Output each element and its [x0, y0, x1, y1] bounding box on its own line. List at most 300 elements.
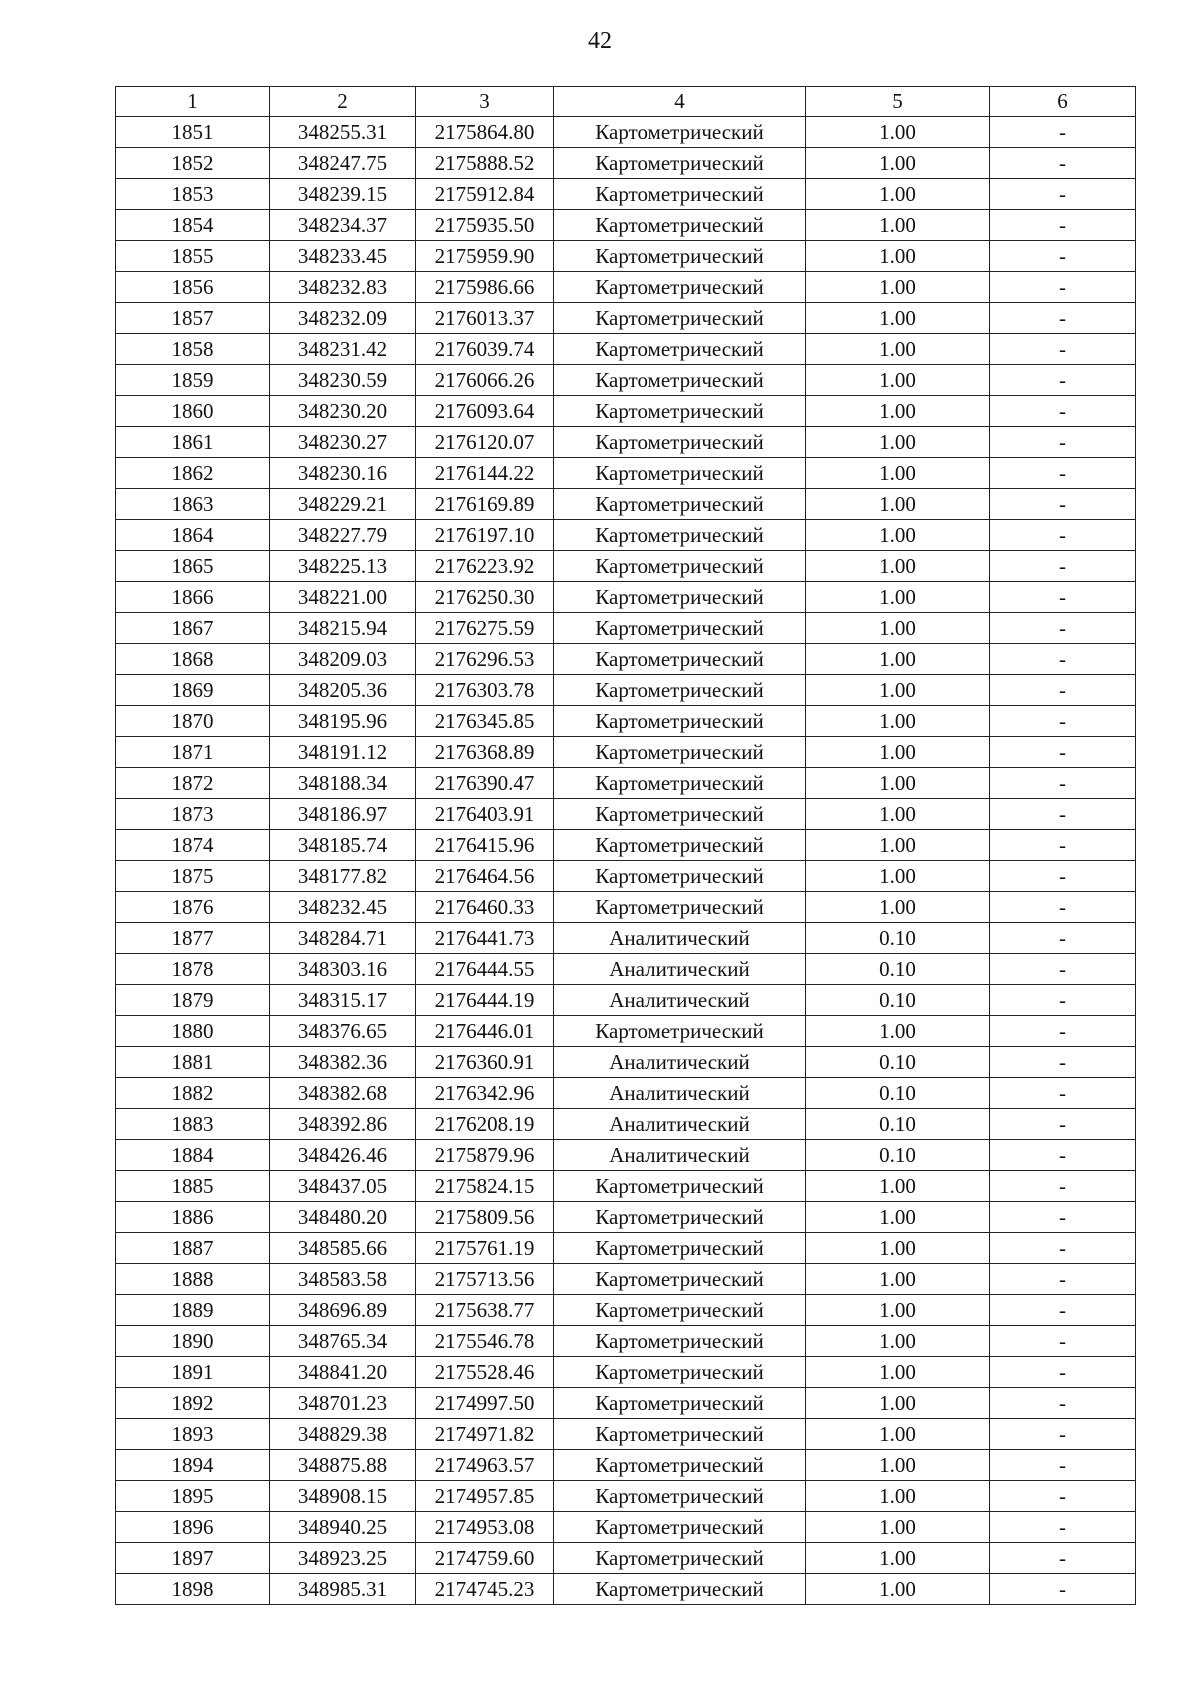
x-coordinate-cell: 348875.88: [270, 1450, 416, 1481]
y-coordinate-cell: 2176460.33: [416, 892, 554, 923]
y-coordinate-cell: 2176093.64: [416, 396, 554, 427]
accuracy-cell: 1.00: [806, 179, 990, 210]
accuracy-cell: 1.00: [806, 675, 990, 706]
method-cell: Картометрический: [554, 892, 806, 923]
point-number-cell: 1880: [116, 1016, 270, 1047]
note-cell: -: [990, 210, 1136, 241]
table-row: [116, 1450, 1136, 1481]
point-number-cell: 1855: [116, 241, 270, 272]
point-number-cell: 1885: [116, 1171, 270, 1202]
table-row: [116, 458, 1136, 489]
y-coordinate-cell: 2175809.56: [416, 1202, 554, 1233]
method-cell: Картометрический: [554, 737, 806, 768]
x-coordinate-cell: 348284.71: [270, 923, 416, 954]
x-coordinate-cell: 348255.31: [270, 117, 416, 148]
point-number-cell: 1877: [116, 923, 270, 954]
table-row: [116, 1109, 1136, 1140]
note-cell: -: [990, 458, 1136, 489]
x-coordinate-cell: 348940.25: [270, 1512, 416, 1543]
point-number-cell: 1883: [116, 1109, 270, 1140]
note-cell: -: [990, 861, 1136, 892]
y-coordinate-cell: 2175959.90: [416, 241, 554, 272]
table-row: [116, 737, 1136, 768]
point-number-cell: 1866: [116, 582, 270, 613]
note-cell: -: [990, 1295, 1136, 1326]
y-coordinate-cell: 2176303.78: [416, 675, 554, 706]
accuracy-cell: 1.00: [806, 117, 990, 148]
note-cell: -: [990, 272, 1136, 303]
table-row: [116, 892, 1136, 923]
table-row: [116, 1202, 1136, 1233]
table-row: [116, 1326, 1136, 1357]
accuracy-cell: 0.10: [806, 1047, 990, 1078]
point-number-cell: 1895: [116, 1481, 270, 1512]
y-coordinate-cell: 2176342.96: [416, 1078, 554, 1109]
accuracy-cell: 0.10: [806, 1140, 990, 1171]
accuracy-cell: 1.00: [806, 1202, 990, 1233]
point-number-cell: 1852: [116, 148, 270, 179]
point-number-cell: 1862: [116, 458, 270, 489]
x-coordinate-cell: 348985.31: [270, 1574, 416, 1605]
table-row: [116, 179, 1136, 210]
y-coordinate-cell: 2175888.52: [416, 148, 554, 179]
note-cell: -: [990, 365, 1136, 396]
method-cell: Картометрический: [554, 1419, 806, 1450]
x-coordinate-cell: 348585.66: [270, 1233, 416, 1264]
table-row: [116, 768, 1136, 799]
x-coordinate-cell: 348225.13: [270, 551, 416, 582]
point-number-cell: 1871: [116, 737, 270, 768]
point-number-cell: 1865: [116, 551, 270, 582]
method-cell: Картометрический: [554, 1233, 806, 1264]
note-cell: -: [990, 892, 1136, 923]
header-cell: 1: [116, 87, 270, 117]
header-cell: 3: [416, 87, 554, 117]
point-number-cell: 1884: [116, 1140, 270, 1171]
accuracy-cell: 1.00: [806, 241, 990, 272]
method-cell: Картометрический: [554, 334, 806, 365]
point-number-cell: 1858: [116, 334, 270, 365]
y-coordinate-cell: 2176039.74: [416, 334, 554, 365]
note-cell: -: [990, 830, 1136, 861]
table-row: [116, 334, 1136, 365]
y-coordinate-cell: 2175546.78: [416, 1326, 554, 1357]
note-cell: -: [990, 923, 1136, 954]
x-coordinate-cell: 348191.12: [270, 737, 416, 768]
note-cell: -: [990, 613, 1136, 644]
note-cell: -: [990, 1202, 1136, 1233]
y-coordinate-cell: 2176120.07: [416, 427, 554, 458]
table-row: [116, 706, 1136, 737]
table-row: [116, 1140, 1136, 1171]
y-coordinate-cell: 2176250.30: [416, 582, 554, 613]
x-coordinate-cell: 348232.45: [270, 892, 416, 923]
note-cell: -: [990, 1109, 1136, 1140]
note-cell: -: [990, 1574, 1136, 1605]
table-row: [116, 117, 1136, 148]
method-cell: Картометрический: [554, 1326, 806, 1357]
note-cell: -: [990, 1264, 1136, 1295]
point-number-cell: 1872: [116, 768, 270, 799]
y-coordinate-cell: 2176144.22: [416, 458, 554, 489]
note-cell: -: [990, 1388, 1136, 1419]
method-cell: Аналитический: [554, 1140, 806, 1171]
y-coordinate-cell: 2175864.80: [416, 117, 554, 148]
note-cell: -: [990, 1171, 1136, 1202]
point-number-cell: 1894: [116, 1450, 270, 1481]
x-coordinate-cell: 348230.20: [270, 396, 416, 427]
y-coordinate-cell: 2174759.60: [416, 1543, 554, 1574]
point-number-cell: 1889: [116, 1295, 270, 1326]
y-coordinate-cell: 2175935.50: [416, 210, 554, 241]
x-coordinate-cell: 348195.96: [270, 706, 416, 737]
y-coordinate-cell: 2176208.19: [416, 1109, 554, 1140]
table-row: [116, 582, 1136, 613]
accuracy-cell: 1.00: [806, 1419, 990, 1450]
y-coordinate-cell: 2174971.82: [416, 1419, 554, 1450]
accuracy-cell: 1.00: [806, 1543, 990, 1574]
method-cell: Картометрический: [554, 1512, 806, 1543]
point-number-cell: 1868: [116, 644, 270, 675]
note-cell: -: [990, 179, 1136, 210]
method-cell: Картометрический: [554, 830, 806, 861]
method-cell: Картометрический: [554, 1481, 806, 1512]
accuracy-cell: 1.00: [806, 303, 990, 334]
method-cell: Картометрический: [554, 427, 806, 458]
method-cell: Картометрический: [554, 489, 806, 520]
table-row: [116, 985, 1136, 1016]
y-coordinate-cell: 2174745.23: [416, 1574, 554, 1605]
note-cell: -: [990, 1078, 1136, 1109]
accuracy-cell: 1.00: [806, 458, 990, 489]
x-coordinate-cell: 348227.79: [270, 520, 416, 551]
x-coordinate-cell: 348231.42: [270, 334, 416, 365]
table-row: [116, 1357, 1136, 1388]
note-cell: -: [990, 117, 1136, 148]
table-body: [116, 117, 1136, 1605]
note-cell: -: [990, 985, 1136, 1016]
x-coordinate-cell: 348480.20: [270, 1202, 416, 1233]
accuracy-cell: 1.00: [806, 1326, 990, 1357]
y-coordinate-cell: 2176403.91: [416, 799, 554, 830]
accuracy-cell: 1.00: [806, 1171, 990, 1202]
accuracy-cell: 1.00: [806, 830, 990, 861]
accuracy-cell: 1.00: [806, 1481, 990, 1512]
method-cell: Картометрический: [554, 148, 806, 179]
accuracy-cell: 1.00: [806, 582, 990, 613]
accuracy-cell: 0.10: [806, 1109, 990, 1140]
point-number-cell: 1891: [116, 1357, 270, 1388]
point-number-cell: 1863: [116, 489, 270, 520]
y-coordinate-cell: 2175761.19: [416, 1233, 554, 1264]
method-cell: Картометрический: [554, 179, 806, 210]
method-cell: Картометрический: [554, 458, 806, 489]
y-coordinate-cell: 2175879.96: [416, 1140, 554, 1171]
x-coordinate-cell: 348232.83: [270, 272, 416, 303]
accuracy-cell: 0.10: [806, 1078, 990, 1109]
x-coordinate-cell: 348188.34: [270, 768, 416, 799]
x-coordinate-cell: 348696.89: [270, 1295, 416, 1326]
point-number-cell: 1892: [116, 1388, 270, 1419]
method-cell: Картометрический: [554, 799, 806, 830]
header-row: [116, 87, 1136, 117]
accuracy-cell: 0.10: [806, 985, 990, 1016]
x-coordinate-cell: 348205.36: [270, 675, 416, 706]
note-cell: -: [990, 1140, 1136, 1171]
method-cell: Картометрический: [554, 272, 806, 303]
point-number-cell: 1859: [116, 365, 270, 396]
y-coordinate-cell: 2176368.89: [416, 737, 554, 768]
y-coordinate-cell: 2176444.55: [416, 954, 554, 985]
table-row: [116, 861, 1136, 892]
y-coordinate-cell: 2176345.85: [416, 706, 554, 737]
note-cell: -: [990, 768, 1136, 799]
point-number-cell: 1874: [116, 830, 270, 861]
note-cell: -: [990, 1326, 1136, 1357]
y-coordinate-cell: 2176223.92: [416, 551, 554, 582]
accuracy-cell: 1.00: [806, 334, 990, 365]
table-row: [116, 1233, 1136, 1264]
accuracy-cell: 1.00: [806, 1233, 990, 1264]
header-cell: 4: [554, 87, 806, 117]
table-row: [116, 923, 1136, 954]
method-cell: Картометрический: [554, 1450, 806, 1481]
accuracy-cell: 0.10: [806, 923, 990, 954]
table-row: [116, 520, 1136, 551]
point-number-cell: 1860: [116, 396, 270, 427]
accuracy-cell: 1.00: [806, 272, 990, 303]
note-cell: -: [990, 520, 1136, 551]
table-row: [116, 644, 1136, 675]
point-number-cell: 1869: [116, 675, 270, 706]
accuracy-cell: 1.00: [806, 148, 990, 179]
method-cell: Картометрический: [554, 1295, 806, 1326]
note-cell: -: [990, 1016, 1136, 1047]
x-coordinate-cell: 348829.38: [270, 1419, 416, 1450]
method-cell: Картометрический: [554, 210, 806, 241]
x-coordinate-cell: 348221.00: [270, 582, 416, 613]
accuracy-cell: 1.00: [806, 799, 990, 830]
table-row: [116, 613, 1136, 644]
y-coordinate-cell: 2176013.37: [416, 303, 554, 334]
coordinates-table: [115, 86, 1136, 1605]
y-coordinate-cell: 2174953.08: [416, 1512, 554, 1543]
method-cell: Аналитический: [554, 923, 806, 954]
y-coordinate-cell: 2174997.50: [416, 1388, 554, 1419]
method-cell: Картометрический: [554, 396, 806, 427]
note-cell: -: [990, 582, 1136, 613]
accuracy-cell: 1.00: [806, 706, 990, 737]
table-row: [116, 1295, 1136, 1326]
table-row: [116, 365, 1136, 396]
note-cell: -: [990, 644, 1136, 675]
table-row: [116, 1016, 1136, 1047]
x-coordinate-cell: 348233.45: [270, 241, 416, 272]
y-coordinate-cell: 2176441.73: [416, 923, 554, 954]
method-cell: Картометрический: [554, 768, 806, 799]
method-cell: Картометрический: [554, 1388, 806, 1419]
table-row: [116, 954, 1136, 985]
table-row: [116, 830, 1136, 861]
method-cell: Картометрический: [554, 1357, 806, 1388]
note-cell: -: [990, 799, 1136, 830]
note-cell: -: [990, 1481, 1136, 1512]
method-cell: Картометрический: [554, 1202, 806, 1233]
y-coordinate-cell: 2175912.84: [416, 179, 554, 210]
x-coordinate-cell: 348186.97: [270, 799, 416, 830]
note-cell: -: [990, 1047, 1136, 1078]
table-row: [116, 1171, 1136, 1202]
note-cell: -: [990, 737, 1136, 768]
x-coordinate-cell: 348230.59: [270, 365, 416, 396]
method-cell: Картометрический: [554, 365, 806, 396]
method-cell: Аналитический: [554, 1078, 806, 1109]
accuracy-cell: 1.00: [806, 427, 990, 458]
x-coordinate-cell: 348234.37: [270, 210, 416, 241]
accuracy-cell: 1.00: [806, 1357, 990, 1388]
table-row: [116, 427, 1136, 458]
accuracy-cell: 1.00: [806, 365, 990, 396]
note-cell: -: [990, 489, 1136, 520]
x-coordinate-cell: 348426.46: [270, 1140, 416, 1171]
y-coordinate-cell: 2175528.46: [416, 1357, 554, 1388]
table-row: [116, 1419, 1136, 1450]
method-cell: Картометрический: [554, 1171, 806, 1202]
y-coordinate-cell: 2174957.85: [416, 1481, 554, 1512]
note-cell: -: [990, 1419, 1136, 1450]
method-cell: Картометрический: [554, 303, 806, 334]
point-number-cell: 1881: [116, 1047, 270, 1078]
method-cell: Картометрический: [554, 241, 806, 272]
header-cell: 5: [806, 87, 990, 117]
point-number-cell: 1857: [116, 303, 270, 334]
y-coordinate-cell: 2175824.15: [416, 1171, 554, 1202]
accuracy-cell: 1.00: [806, 737, 990, 768]
x-coordinate-cell: 348437.05: [270, 1171, 416, 1202]
accuracy-cell: 1.00: [806, 396, 990, 427]
table-header: [116, 87, 1136, 117]
table-row: [116, 675, 1136, 706]
accuracy-cell: 1.00: [806, 861, 990, 892]
y-coordinate-cell: 2176066.26: [416, 365, 554, 396]
note-cell: -: [990, 675, 1136, 706]
x-coordinate-cell: 348177.82: [270, 861, 416, 892]
point-number-cell: 1893: [116, 1419, 270, 1450]
accuracy-cell: 1.00: [806, 489, 990, 520]
table-row: [116, 272, 1136, 303]
method-cell: Картометрический: [554, 613, 806, 644]
point-number-cell: 1853: [116, 179, 270, 210]
method-cell: Аналитический: [554, 1109, 806, 1140]
x-coordinate-cell: 348230.27: [270, 427, 416, 458]
note-cell: -: [990, 954, 1136, 985]
point-number-cell: 1867: [116, 613, 270, 644]
header-cell: 2: [270, 87, 416, 117]
x-coordinate-cell: 348923.25: [270, 1543, 416, 1574]
x-coordinate-cell: 348215.94: [270, 613, 416, 644]
accuracy-cell: 0.10: [806, 954, 990, 985]
table-row: [116, 1512, 1136, 1543]
accuracy-cell: 1.00: [806, 1574, 990, 1605]
method-cell: Картометрический: [554, 1016, 806, 1047]
method-cell: Картометрический: [554, 706, 806, 737]
accuracy-cell: 1.00: [806, 551, 990, 582]
y-coordinate-cell: 2174963.57: [416, 1450, 554, 1481]
note-cell: -: [990, 706, 1136, 737]
note-cell: -: [990, 1233, 1136, 1264]
accuracy-cell: 1.00: [806, 1264, 990, 1295]
y-coordinate-cell: 2176197.10: [416, 520, 554, 551]
point-number-cell: 1870: [116, 706, 270, 737]
table-row: [116, 1078, 1136, 1109]
method-cell: Картометрический: [554, 1543, 806, 1574]
point-number-cell: 1876: [116, 892, 270, 923]
point-number-cell: 1882: [116, 1078, 270, 1109]
point-number-cell: 1879: [116, 985, 270, 1016]
x-coordinate-cell: 348382.68: [270, 1078, 416, 1109]
accuracy-cell: 1.00: [806, 1016, 990, 1047]
point-number-cell: 1878: [116, 954, 270, 985]
note-cell: -: [990, 427, 1136, 458]
accuracy-cell: 1.00: [806, 644, 990, 675]
y-coordinate-cell: 2175713.56: [416, 1264, 554, 1295]
table-row: [116, 799, 1136, 830]
note-cell: -: [990, 396, 1136, 427]
point-number-cell: 1896: [116, 1512, 270, 1543]
accuracy-cell: 1.00: [806, 520, 990, 551]
point-number-cell: 1888: [116, 1264, 270, 1295]
x-coordinate-cell: 348303.16: [270, 954, 416, 985]
accuracy-cell: 1.00: [806, 613, 990, 644]
x-coordinate-cell: 348315.17: [270, 985, 416, 1016]
accuracy-cell: 1.00: [806, 892, 990, 923]
y-coordinate-cell: 2176275.59: [416, 613, 554, 644]
y-coordinate-cell: 2176390.47: [416, 768, 554, 799]
method-cell: Картометрический: [554, 582, 806, 613]
accuracy-cell: 1.00: [806, 1388, 990, 1419]
x-coordinate-cell: 348185.74: [270, 830, 416, 861]
table-row: [116, 241, 1136, 272]
x-coordinate-cell: 348765.34: [270, 1326, 416, 1357]
x-coordinate-cell: 348841.20: [270, 1357, 416, 1388]
note-cell: -: [990, 148, 1136, 179]
point-number-cell: 1887: [116, 1233, 270, 1264]
method-cell: Картометрический: [554, 520, 806, 551]
table-row: [116, 1264, 1136, 1295]
method-cell: Картометрический: [554, 644, 806, 675]
accuracy-cell: 1.00: [806, 1295, 990, 1326]
method-cell: Картометрический: [554, 1264, 806, 1295]
point-number-cell: 1864: [116, 520, 270, 551]
y-coordinate-cell: 2175638.77: [416, 1295, 554, 1326]
x-coordinate-cell: 348908.15: [270, 1481, 416, 1512]
x-coordinate-cell: 348382.36: [270, 1047, 416, 1078]
x-coordinate-cell: 348392.86: [270, 1109, 416, 1140]
table-row: [116, 396, 1136, 427]
accuracy-cell: 1.00: [806, 1450, 990, 1481]
note-cell: -: [990, 1543, 1136, 1574]
table-row: [116, 303, 1136, 334]
y-coordinate-cell: 2175986.66: [416, 272, 554, 303]
table-row: [116, 148, 1136, 179]
note-cell: -: [990, 551, 1136, 582]
accuracy-cell: 1.00: [806, 210, 990, 241]
point-number-cell: 1873: [116, 799, 270, 830]
point-number-cell: 1898: [116, 1574, 270, 1605]
x-coordinate-cell: 348230.16: [270, 458, 416, 489]
y-coordinate-cell: 2176169.89: [416, 489, 554, 520]
point-number-cell: 1851: [116, 117, 270, 148]
